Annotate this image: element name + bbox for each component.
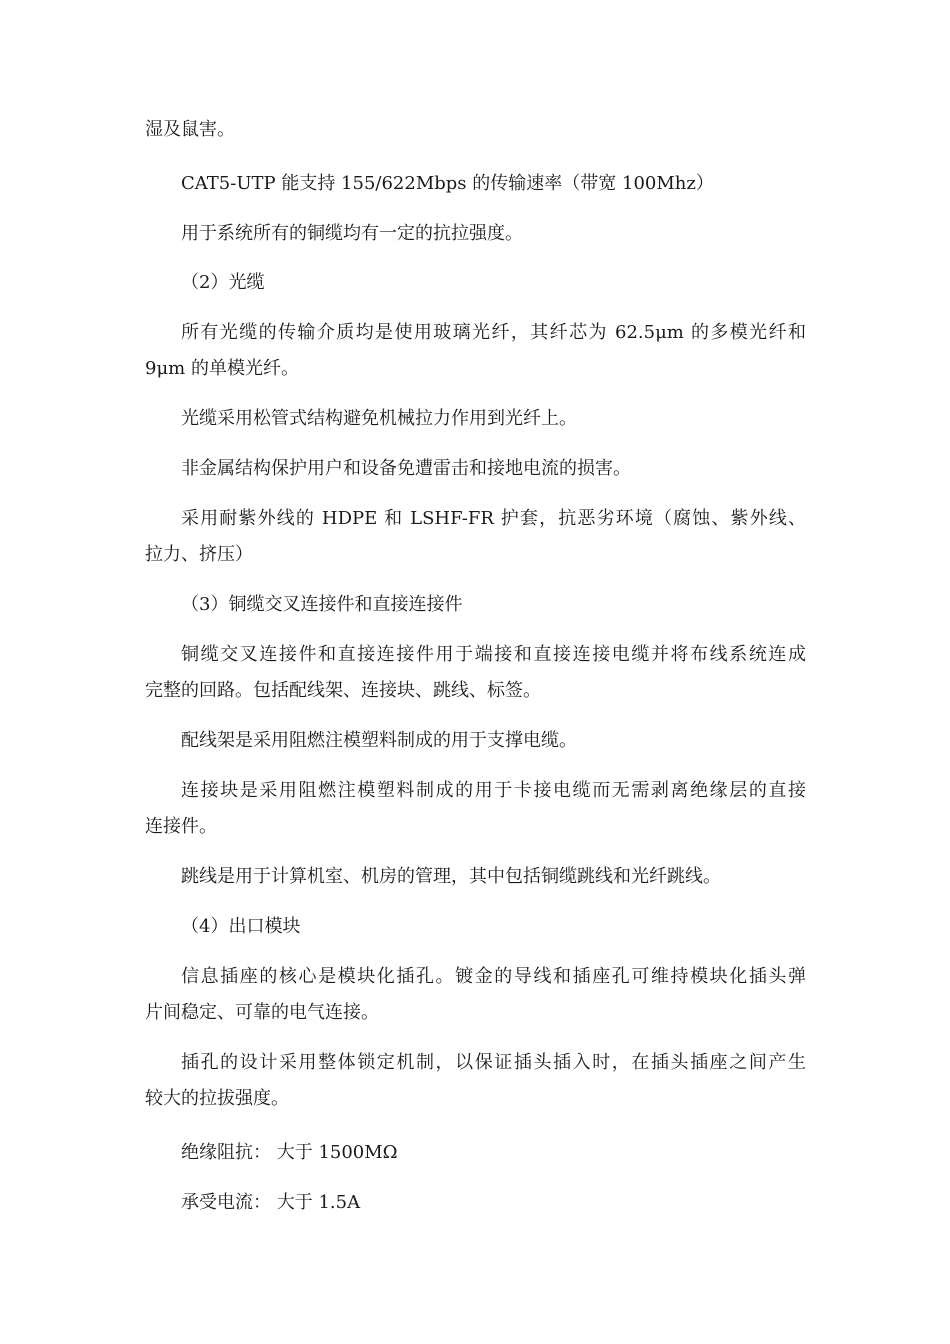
text-line: 完整的回路。包括配线架、连接块、跳线、标签。 [145,680,541,701]
text-line: 采用耐紫外线的 HDPE 和 LSHF-FR 护套，抗恶劣环境（腐蚀、紫外线、 [181,508,806,529]
text-line: 湿及鼠害。 [145,119,235,140]
text-line: 配线架是采用阻燃注模塑料制成的用于支撑电缆。 [181,730,577,751]
text-line: 拉力、挤压） [145,544,253,565]
text-line: CAT5-UTP 能支持 155/622Mbps 的传输速率（带宽 100Mhz） [181,173,714,194]
text-line: 承受电流： 大于 1.5A [181,1192,361,1213]
section-heading: （4）出口模块 [181,916,301,937]
section-heading: （2）光缆 [181,272,265,293]
text-line: 光缆采用松管式结构避免机械拉力作用到光纤上。 [181,408,577,429]
text-line: 连接块是采用阻燃注模塑料制成的用于卡接电缆而无需剥离绝缘层的直接 [181,780,806,801]
text-line: 连接件。 [145,816,217,837]
text-line: 较大的拉拔强度。 [145,1088,289,1109]
section-heading: （3）铜缆交叉连接件和直接连接件 [181,594,463,615]
text-line: 铜缆交叉连接件和直接连接件用于端接和直接连接电缆并将布线系统连成 [181,644,806,665]
text-line: 9μm 的单模光纤。 [145,358,299,379]
text-line: 非金属结构保护用户和设备免遭雷击和接地电流的损害。 [181,458,631,479]
text-line: 信息插座的核心是模块化插孔。镀金的导线和插座孔可维持模块化插头弹 [181,966,806,987]
text-line: 绝缘阻抗： 大于 1500MΩ [181,1142,398,1163]
text-line: 所有光缆的传输介质均是使用玻璃光纤，其纤芯为 62.5μm 的多模光纤和 [181,322,806,343]
text-line: 插孔的设计采用整体锁定机制，以保证插头插入时，在插头插座之间产生 [181,1052,806,1073]
text-line: 跳线是用于计算机室、机房的管理，其中包括铜缆跳线和光纤跳线。 [181,866,721,887]
text-line: 用于系统所有的铜缆均有一定的抗拉强度。 [181,223,523,244]
text-line: 片间稳定、可靠的电气连接。 [145,1002,379,1023]
